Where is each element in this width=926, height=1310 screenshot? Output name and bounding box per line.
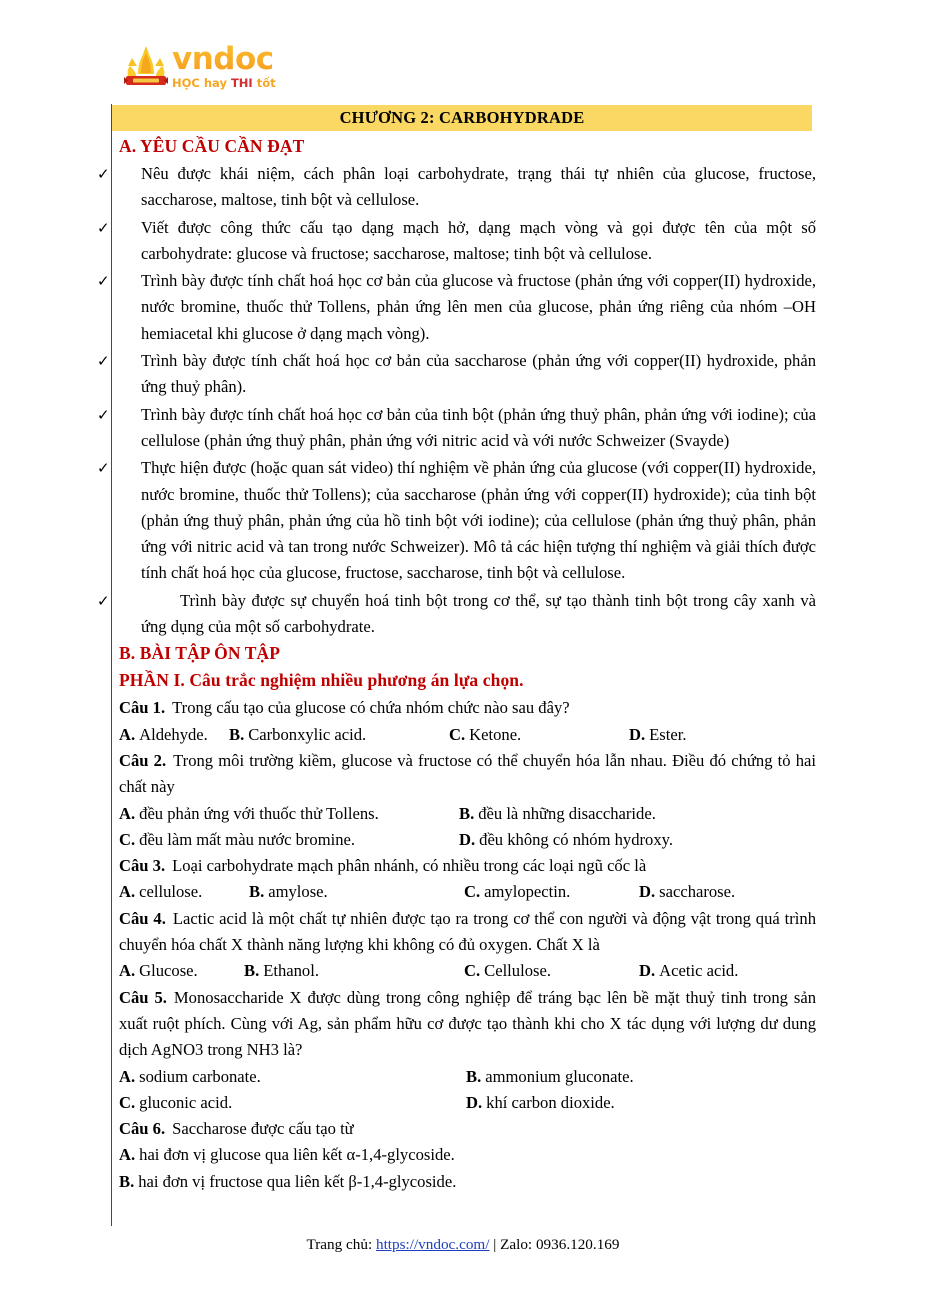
question-text: Trong cấu tạo của glucose có chứa nhóm chức nào sau đây? — [172, 698, 570, 718]
answer-option[interactable] — [119, 722, 229, 748]
option-letter: B. — [459, 803, 475, 823]
answer-option[interactable] — [119, 827, 459, 853]
answer-option[interactable] — [639, 879, 735, 905]
question-text: Monosaccharide X được dùng trong công nghiệp để tráng bạc lên bề mặt thuỷ tinh trong sản xuất ruột phích. Cùng với Ag, sản phẩm hữu cơ được tạo thành khi cho X tác dụng với lượng dư dung dịch AgNO3 trong NH3 là? — [119, 987, 816, 1060]
option-letter: B. — [244, 961, 260, 981]
option-text: Ketone. — [469, 724, 522, 744]
answer-option[interactable] — [119, 1169, 456, 1195]
check-icon: ✓ — [97, 218, 110, 237]
option-text: đều làm mất màu nước bromine. — [139, 829, 356, 849]
answer-options-row — [119, 1064, 816, 1090]
answer-option[interactable] — [119, 801, 459, 827]
requirement-bullet — [97, 402, 816, 455]
option-text: Ethanol. — [263, 961, 319, 981]
option-text: Cellulose. — [484, 961, 551, 981]
option-letter: C. — [449, 724, 466, 744]
question-stem — [119, 748, 816, 801]
question-number: Câu 1. — [119, 698, 166, 718]
logo-wordmark: vndoc — [172, 41, 274, 77]
question-text: Loại carbohydrate mạch phân nhánh, có nhiều trong các loại ngũ cốc là — [172, 856, 647, 876]
option-text: Glucose. — [139, 961, 198, 981]
option-letter: B. — [119, 1171, 135, 1191]
logo-tagline-part2: THI — [230, 76, 257, 90]
option-letter: C. — [464, 961, 481, 981]
answer-option[interactable] — [119, 1142, 455, 1168]
footer-website-link[interactable]: https://vndoc.com/ — [375, 1236, 490, 1253]
option-text: amylose. — [268, 882, 328, 902]
requirement-bullet — [97, 348, 816, 401]
requirement-bullet — [97, 588, 816, 641]
option-letter: C. — [119, 1092, 136, 1112]
answer-option[interactable] — [466, 1064, 634, 1090]
answer-option[interactable] — [464, 958, 639, 984]
option-letter: D. — [639, 961, 656, 981]
question-stem — [119, 695, 816, 721]
option-letter: B. — [229, 724, 245, 744]
page-footer — [0, 1235, 926, 1255]
option-text: ammonium gluconate. — [485, 1066, 634, 1086]
question-text: Lactic acid là một chất tự nhiên được tạo ra trong cơ thể con người và động vật trong quá trình chuyển hóa chất X thành năng lượng khi không có đủ oxygen. Chất X là — [119, 908, 816, 955]
document-content — [97, 134, 816, 1195]
answer-option[interactable] — [464, 879, 639, 905]
check-icon: ✓ — [97, 352, 110, 371]
footer-suffix: | Zalo: 0936.120.169 — [489, 1236, 620, 1253]
answer-option[interactable] — [229, 722, 449, 748]
check-icon: ✓ — [97, 591, 110, 610]
answer-option[interactable] — [249, 879, 464, 905]
check-icon: ✓ — [97, 165, 110, 183]
option-text: đều là những disaccharide. — [478, 803, 656, 823]
question-number: Câu 4. — [119, 908, 166, 928]
option-letter: B. — [466, 1066, 482, 1086]
question-stem — [119, 906, 816, 959]
option-text: gluconic acid. — [139, 1092, 233, 1112]
check-icon: ✓ — [97, 272, 110, 291]
option-text: đều phản ứng với thuốc thử Tollens. — [139, 803, 379, 823]
vndoc-logo — [124, 42, 324, 98]
check-icon: ✓ — [97, 459, 110, 478]
requirement-text: Thực hiện được (hoặc quan sát video) thí nghiệm về phản ứng của glucose (với copper(II) hydroxide, nước bromine, thuốc thử Tollens); của saccharose (phản ứng với copper(II) hydroxide); của tinh bột (phản ứng thuỷ phân, phản ứng của hồ tinh bột với iodine); của cellulose (phản ứng thuỷ phân, phản ứng với nitric acid và tan trong nước Schweizer). Mô tả các hiện tượng thí nghiệm và giải thích được tính chất hoá học của glucose, fructose, saccharose, tinh bột và cellulose. — [141, 458, 816, 583]
answer-option[interactable] — [119, 958, 244, 984]
question-number: Câu 2. — [119, 750, 167, 770]
question-text: Saccharose được cấu tạo từ — [172, 1119, 354, 1139]
section-a-heading: A. YÊU CẦU CẦN ĐẠT — [119, 136, 305, 156]
option-letter: D. — [629, 724, 646, 744]
option-letter: C. — [119, 829, 136, 849]
chapter-title: CHƯƠNG 2: CARBOHYDRADE — [339, 108, 585, 127]
requirement-bullet — [97, 215, 816, 268]
option-text: hai đơn vị fructose qua liên kết β-1,4-glycoside. — [138, 1171, 457, 1191]
requirement-bullet — [97, 455, 816, 586]
answer-options-row — [119, 722, 816, 748]
part-one-heading: PHẦN I. Câu trắc nghiệm nhiều phương án lựa chọn. — [119, 670, 524, 691]
logo-tagline-part3: tốt — [256, 76, 276, 90]
option-text: saccharose. — [659, 882, 736, 902]
answer-option[interactable] — [459, 801, 656, 827]
option-letter: A. — [119, 882, 136, 902]
section-b-heading: B. BÀI TẬP ÔN TẬP — [119, 643, 281, 664]
requirement-text: Trình bày được tính chất hoá học cơ bản của tinh bột (phản ứng thuỷ phân, phản ứng với iodine); của cellulose (phản ứng thuỷ phân, phản ứng với nitric acid và với nước Schweizer (Svayde) — [141, 404, 816, 450]
option-letter: A. — [119, 1066, 136, 1086]
question-stem — [119, 1116, 816, 1142]
option-text: hai đơn vị glucose qua liên kết α-1,4-glycoside. — [139, 1145, 455, 1165]
option-letter: D. — [639, 882, 656, 902]
question-number: Câu 6. — [119, 1119, 166, 1139]
vndoc-crown-logo-icon — [124, 44, 168, 92]
option-letter: A. — [119, 724, 136, 744]
answer-option[interactable] — [449, 722, 629, 748]
option-text: Carbonxylic acid. — [248, 724, 367, 744]
logo-tagline-part1: HỌC hay — [172, 76, 231, 90]
check-icon: ✓ — [97, 405, 110, 424]
chapter-banner — [112, 105, 812, 131]
option-text: cellulose. — [139, 882, 203, 902]
question-number: Câu 5. — [119, 987, 167, 1007]
requirement-bullet — [97, 268, 816, 347]
requirement-text: Trình bày được tính chất hoá học cơ bản của saccharose (phản ứng với copper(II) hydroxide, phản ứng thuỷ phân). — [141, 351, 816, 397]
option-letter: B. — [249, 882, 265, 902]
answer-options-row — [119, 1142, 816, 1168]
answer-option[interactable] — [244, 958, 464, 984]
answer-option[interactable] — [459, 827, 673, 853]
question-number: Câu 3. — [119, 856, 166, 876]
option-letter: D. — [459, 829, 476, 849]
option-letter: A. — [119, 961, 136, 981]
option-letter: C. — [464, 882, 481, 902]
answer-options-row — [119, 1169, 816, 1195]
option-text: đều không có nhóm hydroxy. — [479, 829, 674, 849]
requirement-text: Nêu được khái niệm, cách phân loại carbohydrate, trạng thái tự nhiên của glucose, fructose, saccharose, maltose, tinh bột và cellulose. — [141, 164, 816, 210]
logo-tagline — [172, 76, 276, 90]
answer-option[interactable] — [119, 1064, 466, 1090]
question-stem — [119, 985, 816, 1064]
footer-prefix: Trang chủ: — [306, 1236, 376, 1253]
answer-options-row — [119, 1090, 816, 1116]
option-letter: D. — [466, 1092, 483, 1112]
page-left-rule — [111, 104, 112, 1226]
requirement-bullet — [97, 161, 816, 214]
answer-option[interactable] — [466, 1090, 615, 1116]
answer-option[interactable] — [639, 958, 738, 984]
answer-options-row — [119, 801, 816, 827]
option-text: khí carbon dioxide. — [486, 1092, 615, 1112]
option-text: Acetic acid. — [659, 961, 739, 981]
question-stem — [119, 853, 816, 879]
answer-option[interactable] — [119, 1090, 466, 1116]
answer-option[interactable] — [629, 722, 686, 748]
answer-options-row — [119, 879, 816, 905]
answer-options-row — [119, 958, 816, 984]
option-letter: A. — [119, 1145, 136, 1165]
option-text: sodium carbonate. — [139, 1066, 261, 1086]
answer-option[interactable] — [119, 879, 249, 905]
requirement-text: Viết được công thức cấu tạo dạng mạch hở, dạng mạch vòng và gọi được tên của một số carbohydrate: glucose và fructose; saccharose, maltose; tinh bột và cellulose. — [141, 217, 816, 263]
option-text: Aldehyde. — [139, 724, 208, 744]
question-text: Trong môi trường kiềm, glucose và fructose có thể chuyển hóa lẫn nhau. Điều đó chứng tỏ hai chất này — [119, 750, 816, 797]
answer-options-row — [119, 827, 816, 853]
option-text: Ester. — [649, 724, 687, 744]
requirement-text: Trình bày được sự chuyển hoá tinh bột trong cơ thể, sự tạo thành tinh bột trong cây xanh và ứng dụng của một số carbohydrate. — [141, 590, 816, 637]
option-text: amylopectin. — [484, 882, 571, 902]
option-letter: A. — [119, 803, 136, 823]
requirement-text: Trình bày được tính chất hoá học cơ bản của glucose và fructose (phản ứng với copper(II) hydroxide, nước bromine, thuốc thử Tollens, phản ứng lên men của glucose, phản ứng riêng của nhóm –OH hemiacetal khi glucose ở dạng mạch vòng). — [141, 271, 816, 343]
